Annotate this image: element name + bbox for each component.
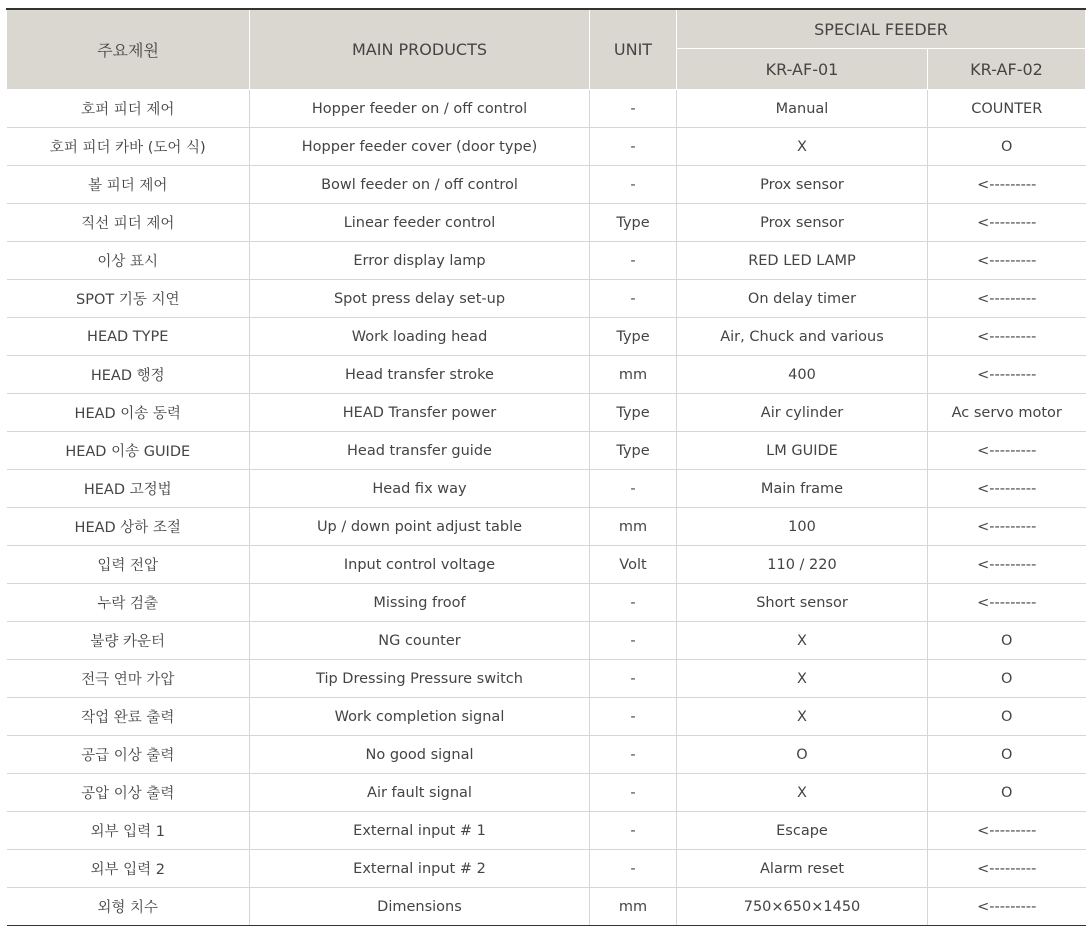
table-row	[7, 622, 1086, 660]
cell-unit: -	[590, 242, 677, 280]
table-row	[7, 242, 1086, 280]
cell-kr-af-01: X	[677, 660, 928, 698]
cell-main-product: Linear feeder control	[250, 204, 590, 242]
cell-main-product: Head fix way	[250, 470, 590, 508]
table-row	[7, 394, 1086, 432]
header-main-products: MAIN PRODUCTS	[250, 9, 590, 90]
cell-kr-af-01: X	[677, 774, 928, 812]
cell-main-product: Work completion signal	[250, 698, 590, 736]
cell-unit: -	[590, 90, 677, 128]
cell-unit: -	[590, 698, 677, 736]
cell-korean-spec: 외형 치수	[7, 888, 250, 926]
cell-kr-af-01: 110 / 220	[677, 546, 928, 584]
cell-korean-spec: HEAD 이송 GUIDE	[7, 432, 250, 470]
cell-unit: -	[590, 812, 677, 850]
cell-kr-af-01: Prox sensor	[677, 204, 928, 242]
cell-kr-af-02: O	[928, 698, 1086, 736]
cell-korean-spec: 누락 검출	[7, 584, 250, 622]
header-model-kr-af-01: KR-AF-01	[677, 49, 928, 90]
cell-unit: -	[590, 584, 677, 622]
table-row	[7, 318, 1086, 356]
cell-unit: -	[590, 166, 677, 204]
cell-unit: Type	[590, 432, 677, 470]
table-row	[7, 166, 1086, 204]
table-row	[7, 698, 1086, 736]
table-row	[7, 660, 1086, 698]
cell-main-product: Dimensions	[250, 888, 590, 926]
cell-kr-af-01: Prox sensor	[677, 166, 928, 204]
cell-kr-af-01: 750×650×1450	[677, 888, 928, 926]
cell-main-product: Head transfer stroke	[250, 356, 590, 394]
cell-main-product: Input control voltage	[250, 546, 590, 584]
cell-main-product: Error display lamp	[250, 242, 590, 280]
cell-unit: Type	[590, 394, 677, 432]
spec-table	[6, 8, 1086, 926]
cell-main-product: Hopper feeder on / off control	[250, 90, 590, 128]
cell-kr-af-02: <---------	[928, 546, 1086, 584]
cell-unit: mm	[590, 508, 677, 546]
cell-unit: -	[590, 774, 677, 812]
cell-kr-af-01: Escape	[677, 812, 928, 850]
table-row	[7, 432, 1086, 470]
table-row	[7, 774, 1086, 812]
cell-kr-af-02: O	[928, 128, 1086, 166]
cell-korean-spec: 공급 이상 출력	[7, 736, 250, 774]
cell-unit: -	[590, 850, 677, 888]
header-special-feeder: SPECIAL FEEDER	[677, 9, 1086, 49]
cell-korean-spec: 이상 표시	[7, 242, 250, 280]
cell-main-product: External input # 2	[250, 850, 590, 888]
cell-kr-af-01: 400	[677, 356, 928, 394]
cell-kr-af-01: Main frame	[677, 470, 928, 508]
cell-korean-spec: 외부 입력 1	[7, 812, 250, 850]
cell-korean-spec: SPOT 기동 지연	[7, 280, 250, 318]
cell-kr-af-01: X	[677, 622, 928, 660]
cell-kr-af-01: X	[677, 128, 928, 166]
cell-main-product: NG counter	[250, 622, 590, 660]
table-row	[7, 812, 1086, 850]
spec-table-header	[7, 9, 1086, 90]
cell-kr-af-01: RED LED LAMP	[677, 242, 928, 280]
cell-main-product: Head transfer guide	[250, 432, 590, 470]
cell-korean-spec: HEAD 고정법	[7, 470, 250, 508]
cell-korean-spec: 불량 카운터	[7, 622, 250, 660]
cell-main-product: External input # 1	[250, 812, 590, 850]
cell-kr-af-02: O	[928, 660, 1086, 698]
cell-unit: -	[590, 128, 677, 166]
cell-kr-af-01: X	[677, 698, 928, 736]
cell-korean-spec: 외부 입력 2	[7, 850, 250, 888]
cell-kr-af-02: <---------	[928, 242, 1086, 280]
cell-kr-af-01: Alarm reset	[677, 850, 928, 888]
cell-kr-af-02: <---------	[928, 356, 1086, 394]
cell-kr-af-02: <---------	[928, 166, 1086, 204]
cell-kr-af-01: 100	[677, 508, 928, 546]
cell-korean-spec: 직선 피더 제어	[7, 204, 250, 242]
cell-kr-af-02: O	[928, 774, 1086, 812]
cell-unit: mm	[590, 356, 677, 394]
cell-korean-spec: 공압 이상 출력	[7, 774, 250, 812]
cell-korean-spec: HEAD 이송 동력	[7, 394, 250, 432]
table-row	[7, 546, 1086, 584]
cell-kr-af-02: <---------	[928, 508, 1086, 546]
cell-kr-af-01: LM GUIDE	[677, 432, 928, 470]
cell-unit: -	[590, 660, 677, 698]
cell-main-product: Missing froof	[250, 584, 590, 622]
table-row	[7, 280, 1086, 318]
cell-main-product: HEAD Transfer power	[250, 394, 590, 432]
cell-main-product: Air fault signal	[250, 774, 590, 812]
cell-korean-spec: 전극 연마 가압	[7, 660, 250, 698]
cell-kr-af-02: <---------	[928, 318, 1086, 356]
cell-kr-af-02: <---------	[928, 280, 1086, 318]
cell-main-product: Up / down point adjust table	[250, 508, 590, 546]
cell-kr-af-01: O	[677, 736, 928, 774]
cell-korean-spec: 호퍼 피더 제어	[7, 90, 250, 128]
cell-korean-spec: 볼 피더 제어	[7, 166, 250, 204]
cell-kr-af-01: Air, Chuck and various	[677, 318, 928, 356]
cell-kr-af-01: Short sensor	[677, 584, 928, 622]
table-row	[7, 90, 1086, 128]
cell-korean-spec: 작업 완료 출력	[7, 698, 250, 736]
cell-kr-af-02: <---------	[928, 812, 1086, 850]
cell-kr-af-01: Air cylinder	[677, 394, 928, 432]
cell-kr-af-02: O	[928, 622, 1086, 660]
table-row	[7, 736, 1086, 774]
table-row	[7, 508, 1086, 546]
header-unit: UNIT	[590, 9, 677, 90]
cell-kr-af-02: <---------	[928, 584, 1086, 622]
table-row	[7, 356, 1086, 394]
cell-korean-spec: 호퍼 피더 카바 (도어 식)	[7, 128, 250, 166]
cell-kr-af-02: <---------	[928, 470, 1086, 508]
cell-korean-spec: HEAD 상하 조절	[7, 508, 250, 546]
table-row	[7, 850, 1086, 888]
cell-korean-spec: HEAD TYPE	[7, 318, 250, 356]
cell-kr-af-02: <---------	[928, 850, 1086, 888]
table-row	[7, 888, 1086, 926]
cell-main-product: Hopper feeder cover (door type)	[250, 128, 590, 166]
table-row	[7, 128, 1086, 166]
table-row	[7, 584, 1086, 622]
cell-unit: -	[590, 622, 677, 660]
cell-unit: Type	[590, 204, 677, 242]
cell-unit: Volt	[590, 546, 677, 584]
spec-table-body	[7, 90, 1086, 926]
cell-kr-af-02: O	[928, 736, 1086, 774]
cell-kr-af-02: COUNTER	[928, 90, 1086, 128]
cell-unit: -	[590, 280, 677, 318]
cell-main-product: Tip Dressing Pressure switch	[250, 660, 590, 698]
table-row	[7, 470, 1086, 508]
cell-main-product: Bowl feeder on / off control	[250, 166, 590, 204]
header-korean-spec: 주요제원	[7, 9, 250, 90]
cell-kr-af-02: <---------	[928, 888, 1086, 926]
cell-kr-af-02: Ac servo motor	[928, 394, 1086, 432]
table-row	[7, 204, 1086, 242]
header-model-kr-af-02: KR-AF-02	[928, 49, 1086, 90]
cell-main-product: Spot press delay set-up	[250, 280, 590, 318]
cell-korean-spec: 입력 전압	[7, 546, 250, 584]
cell-korean-spec: HEAD 행정	[7, 356, 250, 394]
cell-unit: -	[590, 470, 677, 508]
cell-main-product: Work loading head	[250, 318, 590, 356]
cell-kr-af-01: Manual	[677, 90, 928, 128]
cell-unit: mm	[590, 888, 677, 926]
cell-main-product: No good signal	[250, 736, 590, 774]
cell-unit: Type	[590, 318, 677, 356]
cell-kr-af-02: <---------	[928, 204, 1086, 242]
cell-unit: -	[590, 736, 677, 774]
cell-kr-af-02: <---------	[928, 432, 1086, 470]
cell-kr-af-01: On delay timer	[677, 280, 928, 318]
